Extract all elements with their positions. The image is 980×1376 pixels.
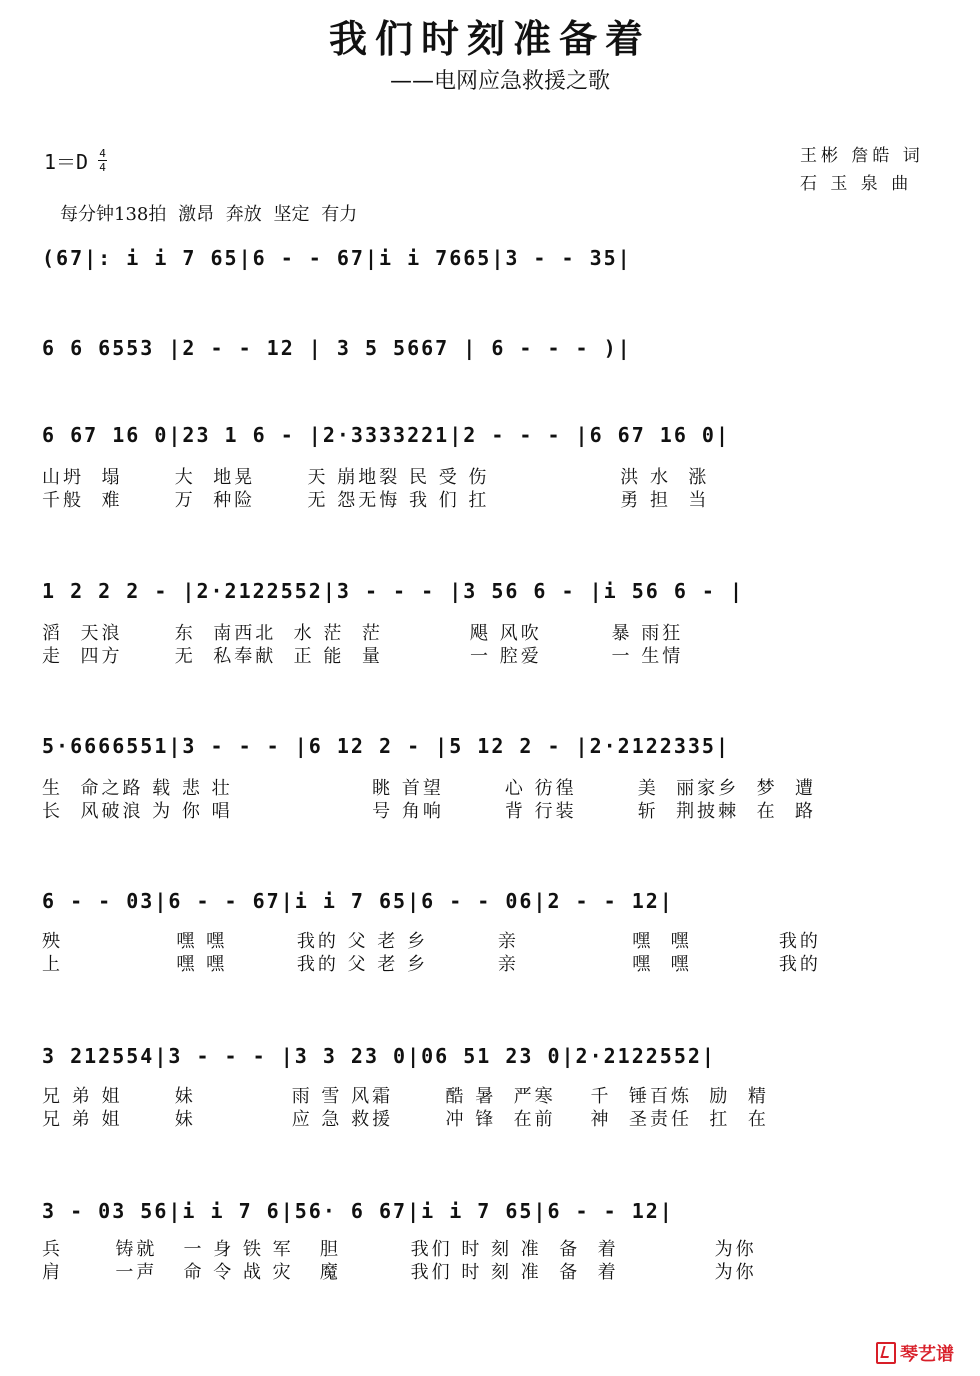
lyricist-credit: 王彬 詹皓 词 <box>800 146 924 166</box>
lyric-line-2: 长 风破浪 为 你 唱 号 角响 背 行装 斩 荆披棘 在 路 <box>42 801 817 822</box>
notation-line: 1 2 2 2 - |2·2122552|3 - - - |3 56 6 - |i 56 6 - | <box>42 579 745 603</box>
lyric-line-1: 生 命之路 载 悲 壮 眺 首望 心 彷徨 美 丽家乡 梦 遭 <box>42 778 817 799</box>
lyric-line-2: 兄 弟 姐 妹 应 急 救援 冲 锋 在前 神 圣责任 扛 在 <box>42 1109 769 1130</box>
lyric-line-1: 殃 嘿 嘿 我的 父 老 乡 亲 嘿 嘿 我的 <box>42 931 821 952</box>
lyric-line-1: 兄 弟 姐 妹 雨 雪 风霜 酷 暑 严寒 千 锤百炼 励 精 <box>42 1086 769 1107</box>
song-title: 我们时刻准备着 <box>328 17 651 61</box>
time-signature-top: 4 <box>99 147 106 160</box>
time-signature-bottom: 4 <box>99 161 106 174</box>
notation-line: 6 6 6553 |2 - - 12 | 3 5 5667 | 6 - - - )| <box>42 336 632 360</box>
notation-line: 5·6666551|3 - - - |6 12 2 - |5 12 2 - |2·2122335| <box>42 734 731 758</box>
lyric-line-2: 走 四方 无 私奉献 正 能 量 一 腔爱 一 生情 <box>42 646 684 667</box>
lyric-line-2: 肩 一声 命 令 战 灾 魔 我们 时 刻 准 备 着 为你 <box>42 1262 757 1283</box>
composer-credit: 石 玉 泉 曲 <box>800 174 913 194</box>
lyric-line-1: 山坍 塌 大 地晃 天 崩地裂 民 受 伤 洪 水 涨 <box>42 467 710 488</box>
tempo-marking: 每分钟138拍 激昂 奔放 坚定 有力 <box>60 204 358 225</box>
key-signature <box>44 146 107 175</box>
lyric-line-1: 兵 铸就 一 身 铁 军 胆 我们 时 刻 准 备 着 为你 <box>42 1239 757 1260</box>
logo-text: 琴艺谱 <box>900 1344 954 1365</box>
notation-line: 3 212554|3 - - - |3 3 23 0|06 51 23 0|2·2122552| <box>42 1044 716 1068</box>
key-label: 1＝D <box>44 150 89 174</box>
credits <box>800 142 924 198</box>
notation-line: 6 67 16 0|23 1 6 - |2·3333221|2 - - - |6 67 16 0| <box>42 423 731 447</box>
site-logo <box>876 1340 954 1366</box>
lyric-line-2: 上 嘿 嘿 我的 父 老 乡 亲 嘿 嘿 我的 <box>42 954 821 975</box>
song-subtitle: ——电网应急救援之歌 <box>390 69 611 94</box>
logo-icon <box>876 1342 896 1364</box>
notation-line: 6 - - 03|6 - - 67|i i 7 65|6 - - 06|2 - - 12| <box>42 889 674 913</box>
time-signature <box>98 148 107 173</box>
notation-line: (67|: i i 7 65|6 - - 67|i i 7665|3 - - 35| <box>42 246 632 270</box>
notation-line: 3 - 03 56|i i 7 6|56· 6 67|i i 7 65|6 - - 12| <box>42 1199 674 1223</box>
lyric-line-2: 千般 难 万 种险 无 怨无悔 我 们 扛 勇 担 当 <box>42 490 710 511</box>
lyric-line-1: 滔 天浪 东 南西北 水 茫 茫 飓 风吹 暴 雨狂 <box>42 623 684 644</box>
